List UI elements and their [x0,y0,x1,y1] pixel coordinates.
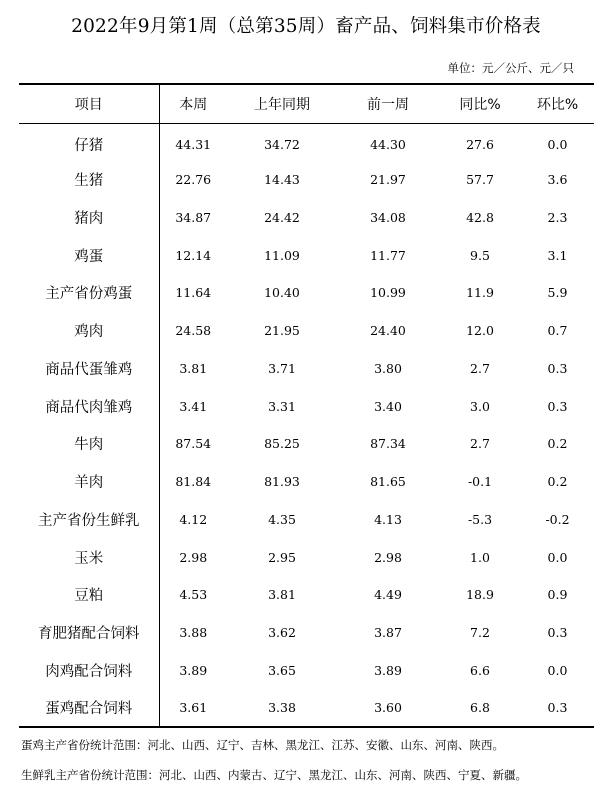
cell-mom: 0.0 [547,549,568,565]
cell-mom: 0.0 [547,662,568,678]
table-row [19,312,594,350]
milk-scope-note: 生鲜乳主产省份统计范围：河北、山西、内蒙古、辽宁、黑龙江、山东、河南、陕西、宁夏、新疆。 [21,768,527,782]
cell-last-year: 11.09 [264,247,300,263]
cell-yoy: 57.7 [466,172,494,188]
cell-item: 肉鸡配合饲料 [19,652,159,690]
cell-mom: 2.3 [547,209,568,225]
cell-prev-week: 87.34 [370,436,406,452]
table-row [19,463,594,501]
col-header-this-week: 本周 [159,84,227,123]
cell-last-year: 3.71 [268,360,296,376]
cell-yoy: -0.1 [467,474,493,490]
cell-yoy: 42.8 [466,209,494,225]
table-row [19,538,594,576]
cell-yoy: 6.8 [439,689,521,727]
cell-mom: 0.7 [547,323,568,339]
cell-mom: 3.1 [547,247,568,263]
cell-this-week: 34.87 [175,209,212,225]
cell-last-year: 3.62 [268,625,296,641]
cell-item: 玉米 [19,538,159,576]
cell-prev-week: 10.99 [370,285,406,301]
table-row [19,576,594,614]
cell-prev-week: 3.40 [374,398,402,414]
cell-this-week: 11.64 [175,285,212,301]
cell-item: 生猪 [19,161,159,199]
egg-scope-note: 蛋鸡主产省份统计范围：河北、山西、辽宁、吉林、黑龙江、江苏、安徽、山东、河南、陕西。 [21,738,504,752]
cell-item: 猪肉 [19,199,159,237]
cell-last-year: 2.95 [268,549,296,565]
cell-last-year: 4.35 [268,511,296,527]
cell-mom: 0.3 [547,398,568,414]
cell-this-week: 3.89 [179,662,208,678]
page-title: 2022年9月第1周（总第35周）畜产品、饲料集市价格表 [71,16,541,37]
cell-prev-week: 11.77 [370,247,406,263]
cell-this-week: 3.81 [179,360,208,376]
table-row [19,614,594,652]
unit-label: 单位：元／公斤、元／只 [447,61,574,75]
table-row [19,161,594,199]
cell-last-year: 3.31 [268,398,296,414]
cell-this-week: 4.53 [179,587,208,603]
cell-item: 鸡肉 [19,312,159,350]
cell-mom: 5.9 [547,285,568,301]
table-row [19,425,594,463]
table-row [19,689,594,727]
cell-yoy: 11.9 [466,285,494,301]
cell-prev-week: 3.60 [337,689,439,727]
cell-this-week: 3.41 [179,398,208,414]
table-row [19,199,594,237]
cell-mom: 0.3 [521,689,594,727]
cell-last-year: 3.65 [268,662,296,678]
cell-this-week: 2.98 [179,549,208,565]
col-header-yoy: 同比% [439,84,521,123]
cell-item: 仔猪 [19,123,159,161]
cell-yoy: 9.5 [470,247,490,263]
cell-this-week: 12.14 [175,247,212,263]
cell-this-week: 81.84 [175,474,212,490]
cell-prev-week: 3.89 [374,662,402,678]
col-header-mom: 环比% [521,84,594,123]
table-row [19,501,594,539]
cell-last-year: 3.38 [227,689,337,727]
cell-last-year: 14.43 [264,172,300,188]
cell-item: 牛肉 [19,425,159,463]
table-row [19,350,594,388]
cell-mom: 0.2 [547,474,568,490]
cell-last-year: 34.72 [264,136,300,152]
cell-prev-week: 44.30 [370,136,406,152]
cell-yoy: 18.9 [466,587,494,603]
cell-mom: 3.6 [547,172,568,188]
cell-prev-week: 3.80 [374,360,402,376]
cell-yoy: 3.0 [470,398,490,414]
cell-item: 主产省份生鲜乳 [19,501,159,539]
table-row [19,236,594,274]
col-header-prev-week: 前一周 [337,84,439,123]
cell-last-year: 24.42 [264,209,300,225]
cell-prev-week: 81.65 [370,474,406,490]
cell-item: 鸡蛋 [19,236,159,274]
cell-item: 商品代肉雏鸡 [19,387,159,425]
cell-prev-week: 24.40 [370,323,406,339]
cell-mom: 0.3 [547,360,568,376]
cell-last-year: 81.93 [264,474,300,490]
col-header-item: 项目 [19,84,159,123]
cell-this-week: 22.76 [175,172,212,188]
price-table [19,83,594,728]
cell-yoy: 6.6 [470,662,490,678]
table-row [19,274,594,312]
cell-prev-week: 34.08 [370,209,406,225]
cell-mom: 0.0 [547,136,568,152]
cell-mom: 0.2 [547,436,568,452]
cell-prev-week: 21.97 [370,172,406,188]
col-header-last-year: 上年同期 [227,84,337,123]
cell-yoy: 7.2 [470,625,490,641]
cell-last-year: 10.40 [264,285,300,301]
cell-yoy: -5.3 [467,511,493,527]
cell-prev-week: 3.87 [374,625,402,641]
cell-this-week: 3.61 [159,689,227,727]
table-row [19,387,594,425]
cell-last-year: 85.25 [264,436,300,452]
cell-item: 商品代蛋雏鸡 [19,350,159,388]
cell-yoy: 2.7 [470,436,490,452]
cell-this-week: 44.31 [175,136,212,152]
cell-this-week: 4.12 [179,511,208,527]
cell-prev-week: 2.98 [374,549,402,565]
cell-mom: -0.2 [545,511,570,527]
cell-last-year: 3.81 [268,587,296,603]
cell-mom: 0.3 [547,625,568,641]
header-row [19,84,594,123]
cell-this-week: 87.54 [175,436,212,452]
cell-prev-week: 4.49 [374,587,402,603]
cell-yoy: 1.0 [470,549,490,565]
cell-yoy: 27.6 [466,136,494,152]
cell-item: 豆粕 [19,576,159,614]
cell-yoy: 12.0 [466,323,494,339]
cell-item: 育肥猪配合饲料 [19,614,159,652]
cell-last-year: 21.95 [264,323,300,339]
cell-item: 主产省份鸡蛋 [19,274,159,312]
cell-prev-week: 4.13 [374,511,402,527]
table-row [19,652,594,690]
table-row [19,123,594,161]
cell-yoy: 2.7 [470,360,490,376]
cell-item: 羊肉 [19,463,159,501]
cell-this-week: 24.58 [175,323,212,339]
cell-mom: 0.9 [547,587,568,603]
cell-this-week: 3.88 [179,625,208,641]
cell-item: 蛋鸡配合饲料 [19,689,159,727]
